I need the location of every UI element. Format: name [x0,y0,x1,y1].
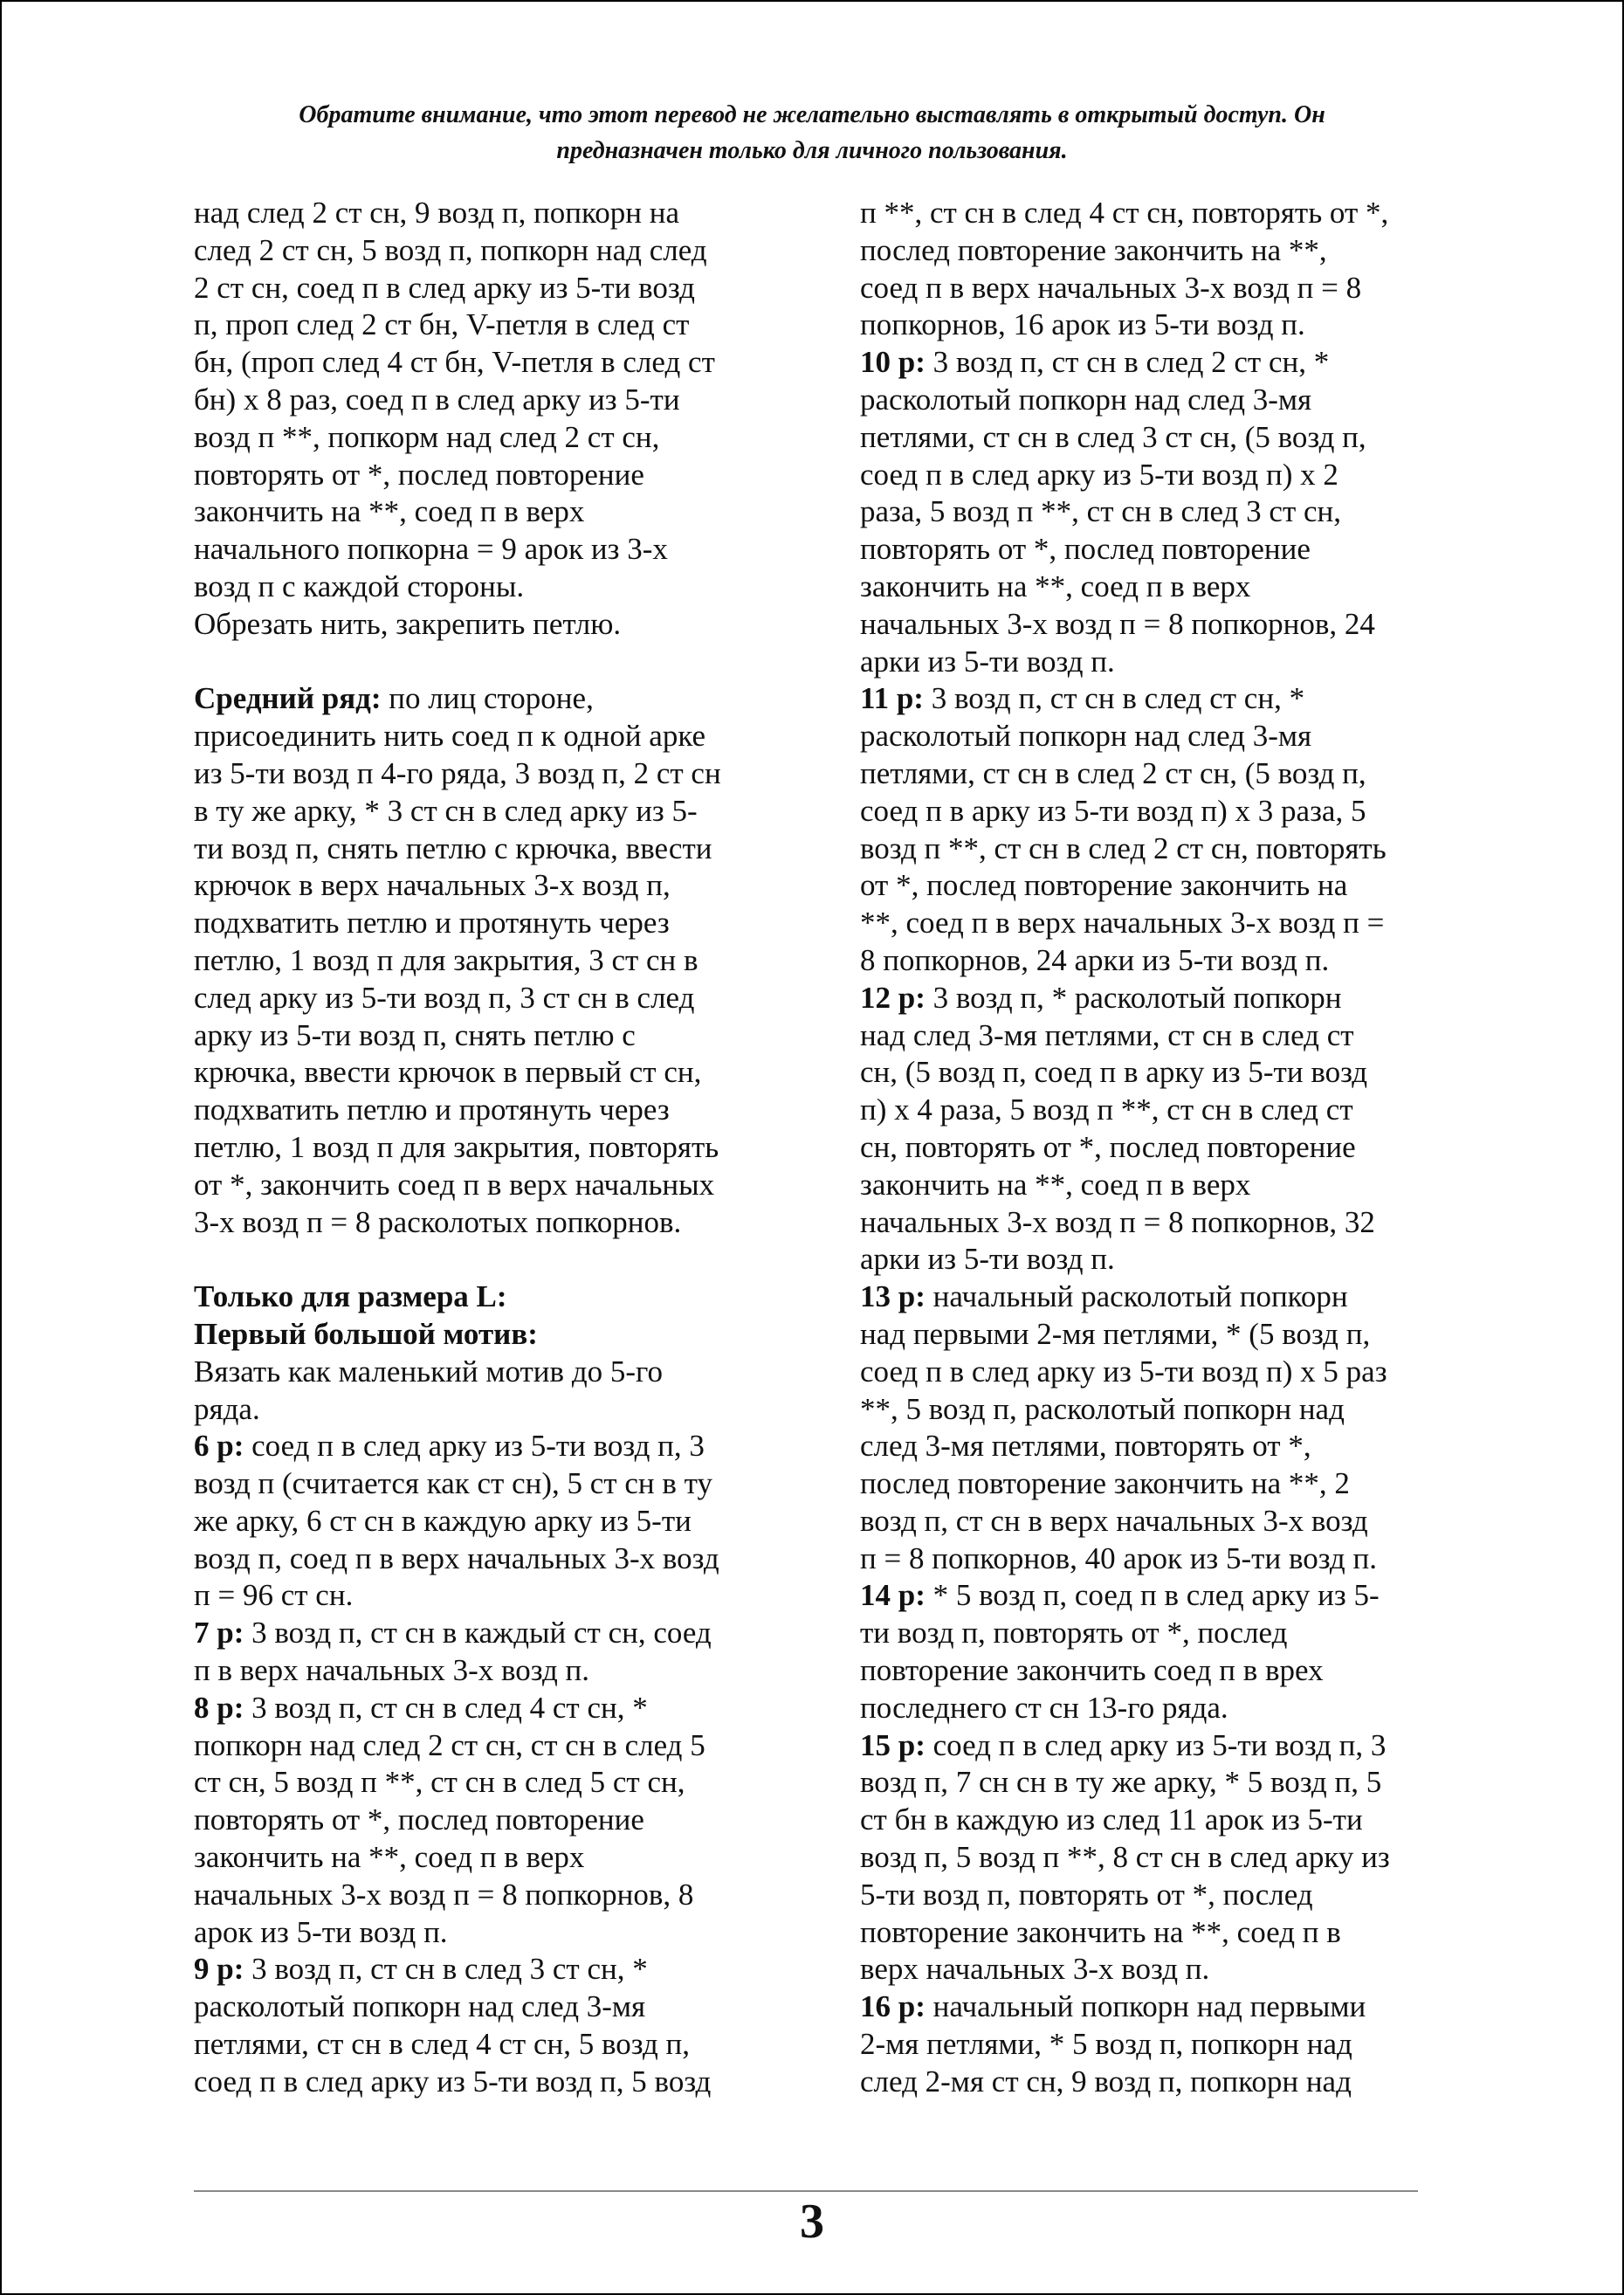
text-line: п = 96 ст сн. [194,1578,354,1613]
text-line: крючок в верх начальных 3-х возд п, [194,868,671,903]
text-line: возд п **, попкорм над след 2 ст сн, [194,419,660,454]
text-line: ст бн в каждую из след 11 арок из 5-ти [860,1802,1363,1837]
text-line [860,1988,1436,2026]
row-6-label: 6 р: [194,1429,244,1464]
text-line: повторять от *, послед повторение [860,532,1311,567]
text-line: соед п в след арку из 5-ти возд п) х 5 раз [860,1354,1387,1389]
text-line: 8 попкорнов, 24 арки из 5-ти возд п. [860,942,1330,977]
text-line: петлями, ст сн в след 4 ст сн, 5 возд п, [194,2027,690,2062]
text-line: арки из 5-ти возд п. [860,1242,1115,1277]
text-line [860,1727,1436,1765]
text-line [860,1278,1436,1316]
text-line [194,1615,779,1652]
text-line: арок из 5-ти возд п. [194,1914,448,1949]
text-line: возд п, соед п в верх начальных 3-х возд [194,1540,719,1575]
text-line: возд п (считается как ст сн), 5 ст сн в ту [194,1466,712,1501]
text-line: петлями, ст сн в след 3 ст сн, (5 возд п, [860,419,1366,454]
text-line: 2-мя петлями, * 5 возд п, попкорн над [860,2027,1352,2062]
text-line [194,680,779,718]
row-9-label: 9 р: [194,1952,244,1987]
text-line: начального попкорна = 9 арок из 3-х [194,532,668,567]
text-line: сн, (5 возд п, соед п в арку из 5-ти возд [860,1055,1368,1090]
size-l-heading: Только для размера L: [194,1279,507,1314]
middle-row-label: Средний ряд: [194,681,382,716]
text-line: повторять от *, послед повторение [194,1802,644,1837]
text-line: соед п в след арку из 5-ти возд п) х 2 [860,457,1338,492]
text-line: п в верх начальных 3-х возд п. [194,1653,590,1688]
text-line: попкорн над след 2 ст сн, ст сн в след 5 [194,1727,705,1762]
text-line: присоединить нить соед п к одной арке [194,719,706,754]
text-line: след 2 ст сн, 5 возд п, попкорн над след [194,232,707,267]
text-line: петлю, 1 возд п для закрытия, 3 ст сн в [194,942,698,977]
text-line: послед повторение закончить на **, [860,232,1327,267]
text-line [194,1951,779,1988]
middle-row-section [194,680,779,1241]
text-line: **, 5 возд п, расколотый попкорн над [860,1391,1345,1426]
row-8-label: 8 р: [194,1690,244,1725]
text-run: 3 возд п, ст сн в след ст сн, * [923,681,1305,716]
text-line [860,1577,1436,1615]
text-line: же арку, 6 ст сн в каждую арку из 5-ти [194,1503,692,1538]
text-line: Вязать как маленький мотив до 5-го [194,1354,664,1389]
text-line: п, проп след 2 ст бн, V-петля в след ст [194,307,690,342]
text-line: над след 3-мя петлями, ст сн в след ст [860,1017,1354,1052]
text-line: закончить на **, соед п в верх [860,569,1251,603]
text-run: соед п в след арку из 5-ти возд п, 3 [925,1727,1387,1762]
text-line: ст сн, 5 возд п **, ст сн в след 5 ст сн, [194,1765,685,1800]
text-line: закончить на **, соед п в верх [860,1167,1251,1202]
text-line: начальных 3-х возд п = 8 попкорнов, 8 [194,1877,694,1912]
text-line: п **, ст сн в след 4 ст сн, повторять от *, [860,196,1389,230]
left-column [194,195,779,2101]
text-line: 3-х возд п = 8 расколотых попкорнов. [194,1204,682,1239]
text-line: крючка, ввести крючок в первый ст сн, [194,1055,702,1090]
text-line: арку из 5-ти возд п, снять петлю с [194,1017,636,1052]
text-line [860,344,1436,382]
footer-divider [194,2190,1418,2192]
text-line [860,980,1436,1017]
text-line: арки из 5-ти возд п. [860,644,1115,679]
text-line: расколотый попкорн над след 3-мя [860,719,1312,754]
text-line: петлями, ст сн в след 2 ст сн, (5 возд п, [860,755,1366,790]
text-line: **, соед п в верх начальных 3-х возд п = [860,906,1385,941]
text-line: над первыми 2-мя петлями, * (5 возд п, [860,1316,1371,1351]
text-line: из 5-ти возд п 4-го ряда, 3 возд п, 2 ст сн [194,755,721,790]
first-large-motif-heading: Первый большой мотив: [194,1316,538,1351]
text-line [860,680,1436,718]
text-line: петлю, 1 возд п для закрытия, повторять [194,1129,719,1164]
text-line: в ту же арку, * 3 ст сн в след арку из 5- [194,793,698,828]
text-run: * 5 возд п, соед п в след арку из 5- [925,1578,1380,1613]
right-column [860,195,1436,2101]
text-run: 3 возд п, ст сн в каждый ст сн, соед [244,1616,712,1651]
row-11-label: 11 р: [860,681,924,716]
text-line: подхватить петлю и протянуть через [194,906,670,941]
text-line: начальных 3-х возд п = 8 попкорнов, 32 [860,1204,1375,1239]
text-line [194,1690,779,1727]
text-line: ти возд п, повторять от *, послед [860,1616,1288,1651]
text-run: начальный расколотый попкорн [925,1279,1348,1314]
paragraph-gap [194,644,779,681]
text-line: соед п в след арку из 5-ти возд п, 5 возд [194,2064,712,2099]
size-l-section [194,1278,779,2101]
notice-line-2: предназначен только для личного пользования. [556,137,1068,164]
motif-continuation [194,195,779,644]
text-line: сн, повторять от *, послед повторение [860,1129,1356,1164]
text-line: бн, (проп след 4 ст бн, V-петля в след ст [194,345,715,380]
text-run: 3 возд п, ст сн в след 3 ст сн, * [244,1952,648,1987]
text-run: по лиц стороне, [381,681,594,716]
notice-line-1: Обратите внимание, что этот перевод не желательно выставлять в открытый доступ. Он [299,101,1325,128]
text-line: возд п, ст сн в верх начальных 3-х возд [860,1503,1368,1538]
text-line: повторять от *, послед повторение [194,457,644,492]
row-15-label: 15 р: [860,1727,926,1762]
text-run: 3 возд п, ст сн в след 2 ст сн, * [925,345,1330,380]
row-14-label: 14 р: [860,1578,926,1613]
text-line: след 2-мя ст сн, 9 возд п, попкорн над [860,2064,1352,2099]
paragraph-gap [194,1241,779,1278]
translation-notice [157,97,1467,169]
text-line: раза, 5 возд п **, ст сн в след 3 ст сн, [860,494,1342,529]
text-line: бн) х 8 раз, соед п в след арку из 5-ти [194,382,680,417]
text-line: возд п с каждой стороны. [194,569,525,603]
text-line: от *, послед повторение закончить на [860,868,1348,903]
row-10-label: 10 р: [860,345,926,380]
text-line: расколотый попкорн над след 3-мя [860,382,1312,417]
text-run: начальный попкорн над первыми [925,1989,1366,2024]
text-run: соед п в след арку из 5-ти возд п, 3 [244,1429,705,1464]
text-line: от *, закончить соед п в верх начальных [194,1167,715,1202]
text-line: 5-ти возд п, повторять от *, послед [860,1877,1313,1912]
text-line: попкорнов, 16 арок из 5-ти возд п. [860,307,1305,342]
text-line: закончить на **, соед п в верх [194,1840,585,1875]
text-line: расколотый попкорн над след 3-мя [194,1989,646,2024]
text-line [194,1428,779,1465]
row-16-label: 16 р: [860,1989,926,2024]
row-13-label: 13 р: [860,1279,926,1314]
text-line: повторение закончить на **, соед п в [860,1914,1341,1949]
row-12-label: 12 р: [860,980,926,1015]
text-line: соед п в арку из 5-ти возд п) х 3 раза, 5 [860,793,1366,828]
text-line: 2 ст сн, соед п в след арку из 5-ти возд [194,270,695,305]
text-line: след 3-мя петлями, повторять от *, [860,1429,1311,1464]
text-line: след арку из 5-ти возд п, 3 ст сн в след [194,980,695,1015]
text-line: начальных 3-х возд п = 8 попкорнов, 24 [860,606,1375,641]
text-line: п = 8 попкорнов, 40 арок из 5-ти возд п. [860,1540,1377,1575]
text-line: возд п **, ст сн в след 2 ст сн, повторять [860,830,1387,865]
text-run: 3 возд п, ст сн в след 4 ст сн, * [244,1690,648,1725]
text-line: последнего ст сн 13-го ряда. [860,1690,1228,1725]
text-line: над след 2 ст сн, 9 возд п, попкорн на [194,196,680,230]
text-line: соед п в верх начальных 3-х возд п = 8 [860,270,1362,305]
text-line: послед повторение закончить на **, 2 [860,1466,1350,1501]
text-line: ти возд п, снять петлю с крючка, ввести [194,830,712,865]
text-line: возд п, 7 сн сн в ту же арку, * 5 возд п, 5 [860,1765,1382,1800]
text-line: п) х 4 раза, 5 возд п **, ст сн в след ст [860,1092,1353,1127]
text-line: верх начальных 3-х возд п. [860,1952,1210,1987]
row-7-label: 7 р: [194,1616,244,1651]
text-line: закончить на **, соед п в верх [194,494,585,529]
text-line: подхватить петлю и протянуть через [194,1092,670,1127]
text-line: Обрезать нить, закрепить петлю. [194,606,622,641]
text-line: возд п, 5 возд п **, 8 ст сн в след арку из [860,1840,1390,1875]
text-run: 3 возд п, * расколотый попкорн [925,980,1342,1015]
text-line: повторение закончить соед п в врех [860,1653,1324,1688]
page-number: 3 [800,2195,824,2249]
text-line: ряда. [194,1391,260,1426]
